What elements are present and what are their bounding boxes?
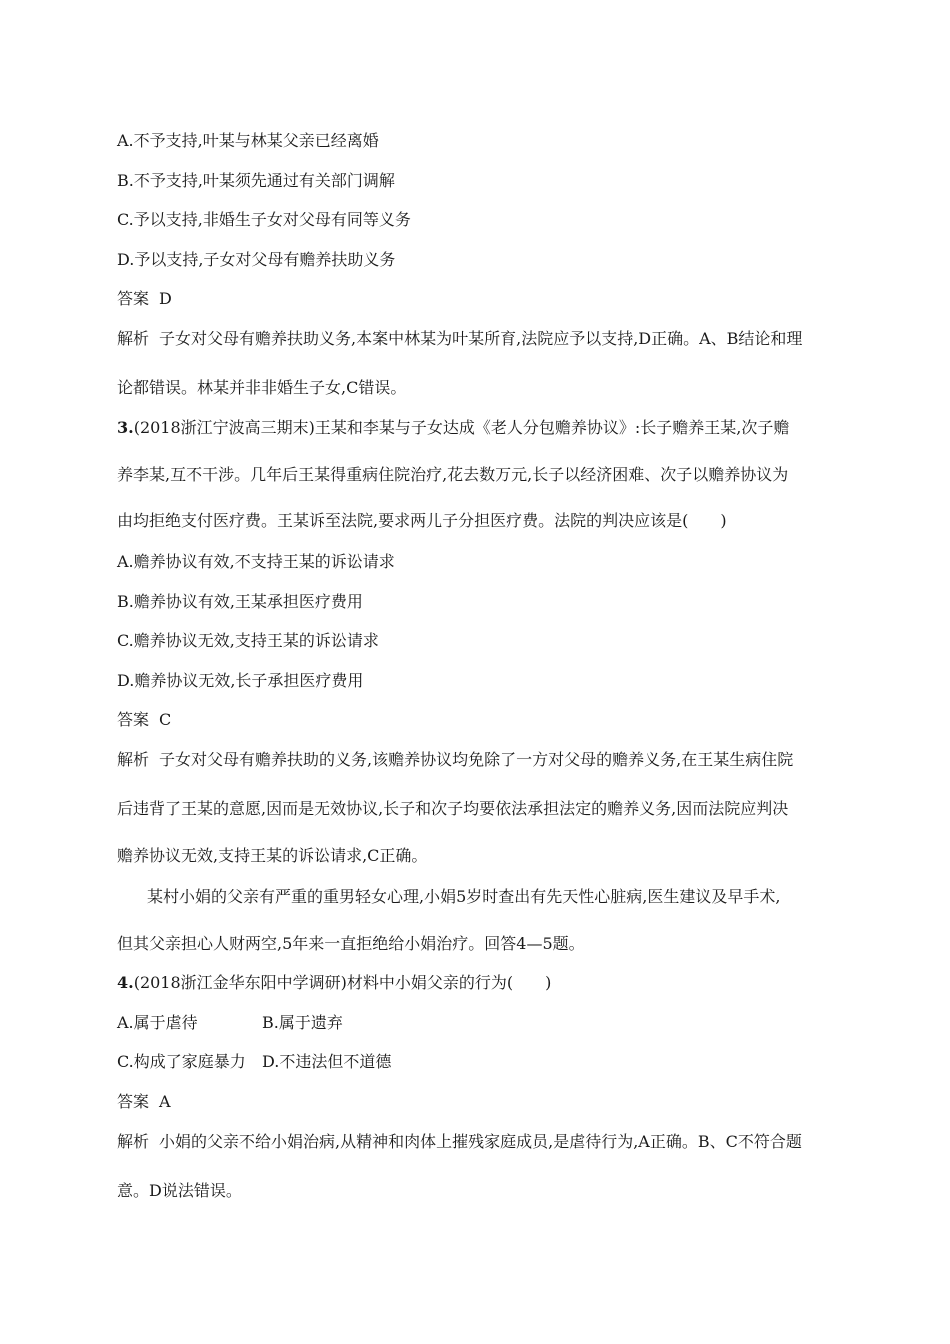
analysis-text: 子女对父母有赡养扶助的义务,该赡养协议均免除了一方对父母的赡养义务,在王某生病住院 bbox=[159, 750, 794, 769]
q4-analysis-line-2: 意。D说法错误。 bbox=[117, 1181, 242, 1200]
analysis-text: 小娟的父亲不给小娟治病,从精神和肉体上摧残家庭成员,是虐待行为,A正确。B、C不符合题 bbox=[159, 1132, 802, 1151]
answer-value: C bbox=[159, 710, 172, 729]
answer-label: 答案 bbox=[117, 1092, 150, 1111]
q3-analysis-line-1 bbox=[117, 750, 793, 770]
q2-option-d: D.予以支持,子女对父母有赡养扶助义务 bbox=[117, 250, 396, 269]
q2-option-b: B.不予支持,叶某须先通过有关部门调解 bbox=[117, 171, 395, 190]
analysis-label: 解析 bbox=[117, 1132, 150, 1151]
question-number: 3. bbox=[117, 418, 134, 437]
q3-stem-line-1 bbox=[117, 418, 789, 438]
q3-option-d: D.赡养协议无效,长子承担医疗费用 bbox=[117, 671, 364, 690]
analysis-text: 子女对父母有赡养扶助义务,本案中林某为叶某所育,法院应予以支持,D正确。A、B结论和理 bbox=[159, 329, 803, 348]
material-line-2: 但其父亲担心人财两空,5年来一直拒绝给小娟治疗。回答4—5题。 bbox=[117, 934, 585, 953]
question-stem: (2018浙江宁波高三期末)王某和李某与子女达成《老人分包赡养协议》:长子赡养王某,次子赡 bbox=[133, 418, 790, 437]
answer-value: D bbox=[159, 289, 172, 308]
q3-stem-line-2: 养李某,互不干涉。几年后王某得重病住院治疗,花去数万元,长子以经济困难、次子以赡养协议为 bbox=[117, 465, 789, 484]
q4-option-d: D.不违法但不道德 bbox=[262, 1052, 392, 1071]
answer-label: 答案 bbox=[117, 289, 150, 308]
analysis-label: 解析 bbox=[117, 329, 150, 348]
q3-option-a: A.赡养协议有效,不支持王某的诉讼请求 bbox=[117, 552, 395, 571]
q4-answer bbox=[117, 1092, 171, 1112]
q3-stem-line-3: 由均拒绝支付医疗费。王某诉至法院,要求两儿子分担医疗费。法院的判决应该是( ) bbox=[117, 511, 727, 530]
q3-option-c: C.赡养协议无效,支持王某的诉讼请求 bbox=[117, 631, 379, 650]
q4-option-b: B.属于遗弃 bbox=[262, 1013, 343, 1032]
q4-options-row-2 bbox=[117, 1052, 392, 1072]
q3-answer bbox=[117, 710, 171, 730]
q3-option-b: B.赡养协议有效,王某承担医疗费用 bbox=[117, 592, 363, 611]
q2-answer bbox=[117, 289, 172, 309]
material-line-1: 某村小娟的父亲有严重的重男轻女心理,小娟5岁时查出有先天性心脏病,医生建议及早手术, bbox=[147, 887, 781, 906]
q2-analysis-line-2: 论都错误。林某并非非婚生子女,C错误。 bbox=[117, 378, 407, 397]
q4-option-c: C.构成了家庭暴力 bbox=[117, 1052, 246, 1071]
analysis-label: 解析 bbox=[117, 750, 150, 769]
q4-options-row-1 bbox=[117, 1013, 343, 1033]
q3-analysis-line-2: 后违背了王某的意愿,因而是无效协议,长子和次子均要依法承担法定的赡养义务,因而法院应判决 bbox=[117, 799, 789, 818]
answer-label: 答案 bbox=[117, 710, 150, 729]
q4-analysis-line-1 bbox=[117, 1132, 802, 1152]
q2-option-a: A.不予支持,叶某与林某父亲已经离婚 bbox=[117, 131, 379, 150]
question-stem: (2018浙江金华东阳中学调研)材料中小娟父亲的行为( ) bbox=[133, 973, 552, 992]
q3-analysis-line-3: 赡养协议无效,支持王某的诉讼请求,C正确。 bbox=[117, 846, 428, 865]
q2-analysis-line-1 bbox=[117, 329, 802, 349]
q4-stem bbox=[117, 973, 551, 993]
question-number: 4. bbox=[117, 973, 134, 992]
q2-option-c: C.予以支持,非婚生子女对父母有同等义务 bbox=[117, 210, 411, 229]
answer-value: A bbox=[159, 1092, 171, 1111]
q4-option-a: A.属于虐待 bbox=[117, 1013, 198, 1032]
